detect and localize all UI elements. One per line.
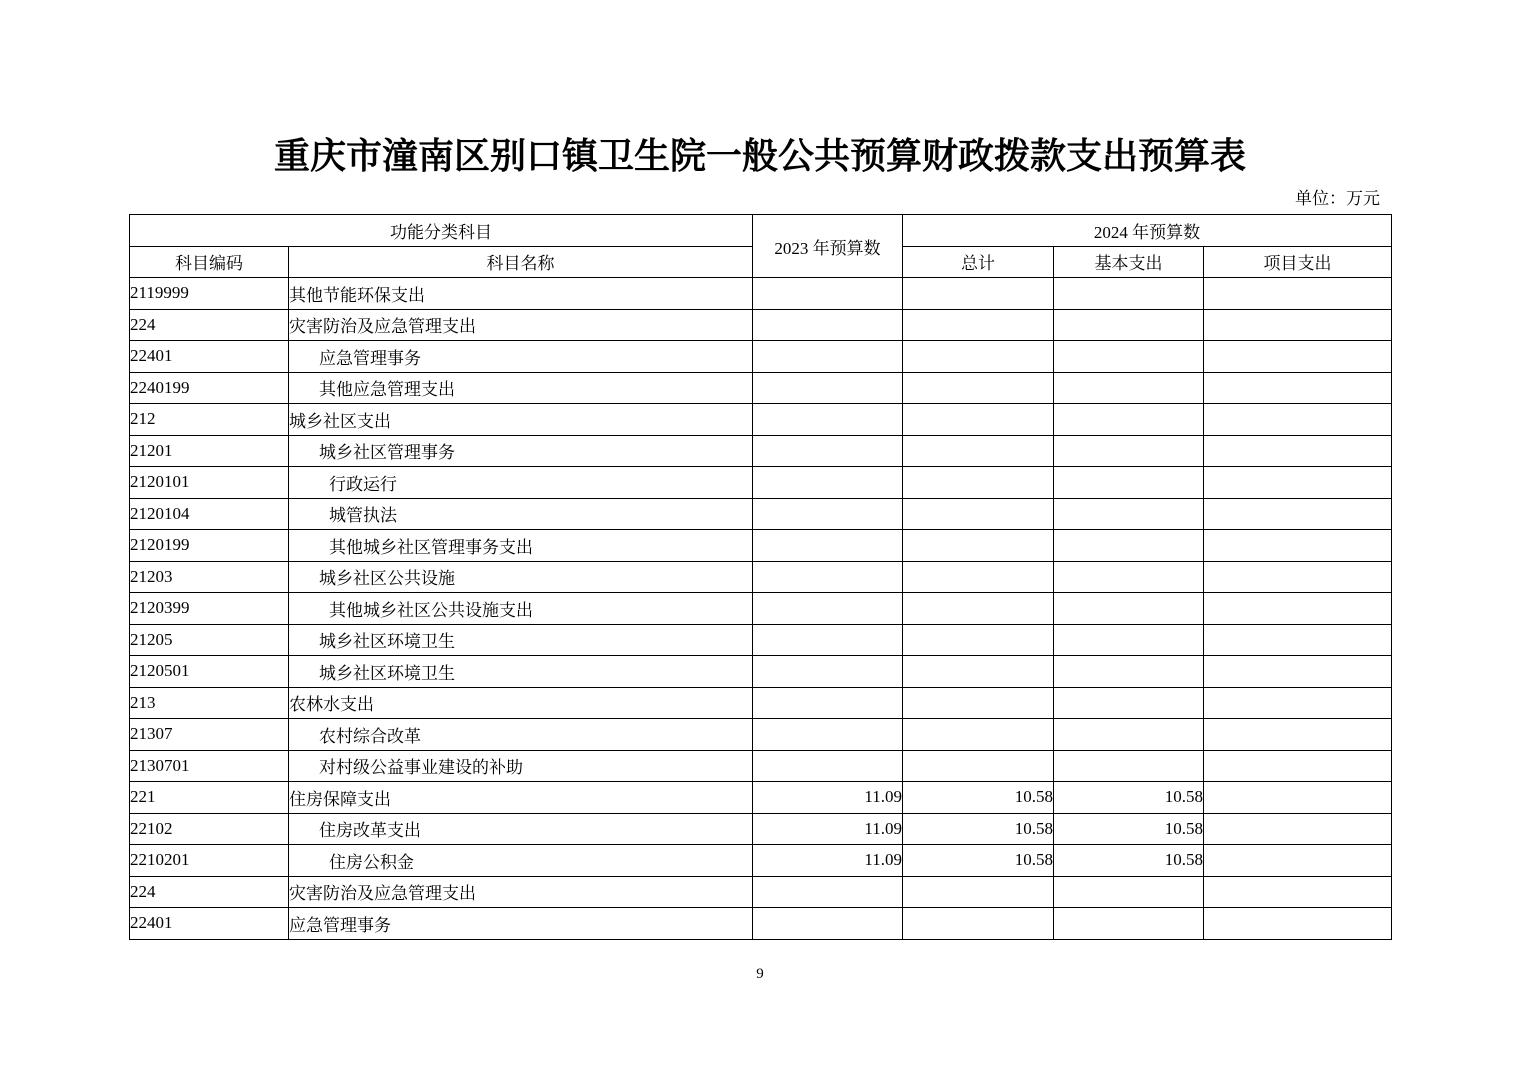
header-name: 科目名称 bbox=[289, 246, 753, 278]
table-row bbox=[130, 372, 1392, 404]
cell-total bbox=[903, 309, 1054, 341]
cell-total bbox=[903, 593, 1054, 625]
cell-project bbox=[1204, 750, 1392, 782]
cell-code: 22401 bbox=[130, 341, 289, 373]
unit-label: 单位：万元 bbox=[1295, 189, 1380, 208]
cell-total bbox=[903, 530, 1054, 562]
cell-budget-2023 bbox=[753, 719, 903, 751]
cell-code: 224 bbox=[130, 309, 289, 341]
cell-budget-2023 bbox=[753, 908, 903, 940]
cell-total: 10.58 bbox=[903, 845, 1054, 877]
cell-name: 住房公积金 bbox=[289, 845, 753, 877]
cell-budget-2023: 11.09 bbox=[753, 845, 903, 877]
cell-basic bbox=[1054, 750, 1204, 782]
table-row bbox=[130, 498, 1392, 530]
cell-project bbox=[1204, 656, 1392, 688]
cell-name: 城乡社区支出 bbox=[289, 404, 753, 436]
cell-basic bbox=[1054, 467, 1204, 499]
cell-code: 21205 bbox=[130, 624, 289, 656]
cell-project bbox=[1204, 467, 1392, 499]
cell-project bbox=[1204, 876, 1392, 908]
cell-budget-2023 bbox=[753, 530, 903, 562]
cell-project bbox=[1204, 404, 1392, 436]
cell-budget-2023 bbox=[753, 687, 903, 719]
page-number: 9 bbox=[756, 966, 764, 982]
cell-budget-2023 bbox=[753, 624, 903, 656]
cell-project bbox=[1204, 813, 1392, 845]
table-row bbox=[130, 467, 1392, 499]
cell-project bbox=[1204, 593, 1392, 625]
cell-name: 其他城乡社区公共设施支出 bbox=[289, 593, 753, 625]
cell-project bbox=[1204, 719, 1392, 751]
cell-name: 其他节能环保支出 bbox=[289, 278, 753, 310]
cell-budget-2023 bbox=[753, 750, 903, 782]
cell-budget-2023 bbox=[753, 561, 903, 593]
header-code: 科目编码 bbox=[130, 246, 289, 278]
cell-total bbox=[903, 404, 1054, 436]
cell-total bbox=[903, 624, 1054, 656]
table-row bbox=[130, 435, 1392, 467]
header-budget-2023: 2023 年预算数 bbox=[753, 215, 903, 278]
cell-budget-2023 bbox=[753, 309, 903, 341]
cell-name: 其他应急管理支出 bbox=[289, 372, 753, 404]
cell-basic bbox=[1054, 719, 1204, 751]
cell-code: 2240199 bbox=[130, 372, 289, 404]
cell-name: 城乡社区环境卫生 bbox=[289, 656, 753, 688]
cell-basic bbox=[1054, 404, 1204, 436]
cell-code: 22102 bbox=[130, 813, 289, 845]
cell-total bbox=[903, 341, 1054, 373]
cell-name: 住房改革支出 bbox=[289, 813, 753, 845]
cell-code: 21307 bbox=[130, 719, 289, 751]
cell-name: 农林水支出 bbox=[289, 687, 753, 719]
cell-code: 2120199 bbox=[130, 530, 289, 562]
cell-project bbox=[1204, 309, 1392, 341]
cell-budget-2023 bbox=[753, 467, 903, 499]
cell-code: 212 bbox=[130, 404, 289, 436]
cell-total bbox=[903, 467, 1054, 499]
table-row bbox=[130, 750, 1392, 782]
cell-total bbox=[903, 435, 1054, 467]
cell-code: 21201 bbox=[130, 435, 289, 467]
cell-code: 22401 bbox=[130, 908, 289, 940]
cell-basic: 10.58 bbox=[1054, 813, 1204, 845]
table-row bbox=[130, 719, 1392, 751]
cell-total: 10.58 bbox=[903, 813, 1054, 845]
cell-name: 应急管理事务 bbox=[289, 908, 753, 940]
table-row bbox=[130, 656, 1392, 688]
cell-name: 应急管理事务 bbox=[289, 341, 753, 373]
cell-budget-2023: 11.09 bbox=[753, 782, 903, 814]
cell-basic bbox=[1054, 341, 1204, 373]
table-row bbox=[130, 341, 1392, 373]
cell-name: 其他城乡社区管理事务支出 bbox=[289, 530, 753, 562]
cell-project bbox=[1204, 278, 1392, 310]
cell-name: 城乡社区环境卫生 bbox=[289, 624, 753, 656]
header-budget-2024: 2024 年预算数 bbox=[903, 215, 1392, 247]
cell-project bbox=[1204, 782, 1392, 814]
cell-basic bbox=[1054, 278, 1204, 310]
table-body bbox=[130, 278, 1392, 940]
cell-budget-2023 bbox=[753, 341, 903, 373]
cell-basic bbox=[1054, 309, 1204, 341]
cell-project bbox=[1204, 845, 1392, 877]
cell-name: 城乡社区管理事务 bbox=[289, 435, 753, 467]
cell-basic: 10.58 bbox=[1054, 782, 1204, 814]
budget-table bbox=[129, 214, 1392, 940]
cell-budget-2023 bbox=[753, 593, 903, 625]
cell-total bbox=[903, 750, 1054, 782]
cell-budget-2023 bbox=[753, 372, 903, 404]
cell-code: 21203 bbox=[130, 561, 289, 593]
cell-basic bbox=[1054, 530, 1204, 562]
cell-code: 2130701 bbox=[130, 750, 289, 782]
cell-project bbox=[1204, 435, 1392, 467]
table-row bbox=[130, 908, 1392, 940]
header-project: 项目支出 bbox=[1204, 246, 1392, 278]
cell-basic bbox=[1054, 656, 1204, 688]
cell-name: 灾害防治及应急管理支出 bbox=[289, 876, 753, 908]
cell-project bbox=[1204, 687, 1392, 719]
cell-code: 2120101 bbox=[130, 467, 289, 499]
cell-budget-2023 bbox=[753, 498, 903, 530]
header-functional-category: 功能分类科目 bbox=[130, 215, 753, 247]
cell-basic bbox=[1054, 908, 1204, 940]
cell-total bbox=[903, 372, 1054, 404]
cell-total bbox=[903, 876, 1054, 908]
cell-code: 2119999 bbox=[130, 278, 289, 310]
cell-budget-2023 bbox=[753, 278, 903, 310]
cell-project bbox=[1204, 372, 1392, 404]
cell-basic bbox=[1054, 561, 1204, 593]
cell-total bbox=[903, 278, 1054, 310]
cell-budget-2023 bbox=[753, 435, 903, 467]
cell-project bbox=[1204, 908, 1392, 940]
table-row bbox=[130, 813, 1392, 845]
cell-total bbox=[903, 561, 1054, 593]
cell-total bbox=[903, 719, 1054, 751]
cell-total bbox=[903, 498, 1054, 530]
table-row bbox=[130, 624, 1392, 656]
cell-project bbox=[1204, 498, 1392, 530]
cell-total bbox=[903, 687, 1054, 719]
cell-name: 农村综合改革 bbox=[289, 719, 753, 751]
cell-code: 221 bbox=[130, 782, 289, 814]
cell-basic bbox=[1054, 876, 1204, 908]
cell-project bbox=[1204, 341, 1392, 373]
table-row bbox=[130, 876, 1392, 908]
cell-code: 2210201 bbox=[130, 845, 289, 877]
header-basic: 基本支出 bbox=[1054, 246, 1204, 278]
table-row bbox=[130, 561, 1392, 593]
table-header bbox=[130, 215, 1392, 278]
table-row bbox=[130, 309, 1392, 341]
cell-name: 城管执法 bbox=[289, 498, 753, 530]
cell-budget-2023 bbox=[753, 876, 903, 908]
cell-code: 213 bbox=[130, 687, 289, 719]
cell-basic: 10.58 bbox=[1054, 845, 1204, 877]
cell-code: 2120104 bbox=[130, 498, 289, 530]
table-row bbox=[130, 687, 1392, 719]
cell-name: 行政运行 bbox=[289, 467, 753, 499]
cell-budget-2023: 11.09 bbox=[753, 813, 903, 845]
table-row bbox=[130, 530, 1392, 562]
table-row bbox=[130, 278, 1392, 310]
cell-budget-2023 bbox=[753, 404, 903, 436]
cell-basic bbox=[1054, 687, 1204, 719]
cell-basic bbox=[1054, 372, 1204, 404]
cell-basic bbox=[1054, 498, 1204, 530]
cell-code: 224 bbox=[130, 876, 289, 908]
cell-project bbox=[1204, 624, 1392, 656]
table-row bbox=[130, 845, 1392, 877]
cell-name: 住房保障支出 bbox=[289, 782, 753, 814]
cell-code: 2120501 bbox=[130, 656, 289, 688]
cell-name: 城乡社区公共设施 bbox=[289, 561, 753, 593]
cell-total: 10.58 bbox=[903, 782, 1054, 814]
table-row bbox=[130, 593, 1392, 625]
cell-project bbox=[1204, 561, 1392, 593]
header-total: 总计 bbox=[903, 246, 1054, 278]
cell-budget-2023 bbox=[753, 656, 903, 688]
cell-project bbox=[1204, 530, 1392, 562]
cell-code: 2120399 bbox=[130, 593, 289, 625]
cell-basic bbox=[1054, 435, 1204, 467]
document-title: 重庆市潼南区别口镇卫生院一般公共预算财政拨款支出预算表 bbox=[273, 135, 1246, 177]
table-row bbox=[130, 404, 1392, 436]
cell-total bbox=[903, 908, 1054, 940]
cell-name: 灾害防治及应急管理支出 bbox=[289, 309, 753, 341]
table-row bbox=[130, 782, 1392, 814]
cell-basic bbox=[1054, 593, 1204, 625]
header-row-1 bbox=[130, 215, 1392, 247]
cell-total bbox=[903, 656, 1054, 688]
cell-name: 对村级公益事业建设的补助 bbox=[289, 750, 753, 782]
cell-basic bbox=[1054, 624, 1204, 656]
